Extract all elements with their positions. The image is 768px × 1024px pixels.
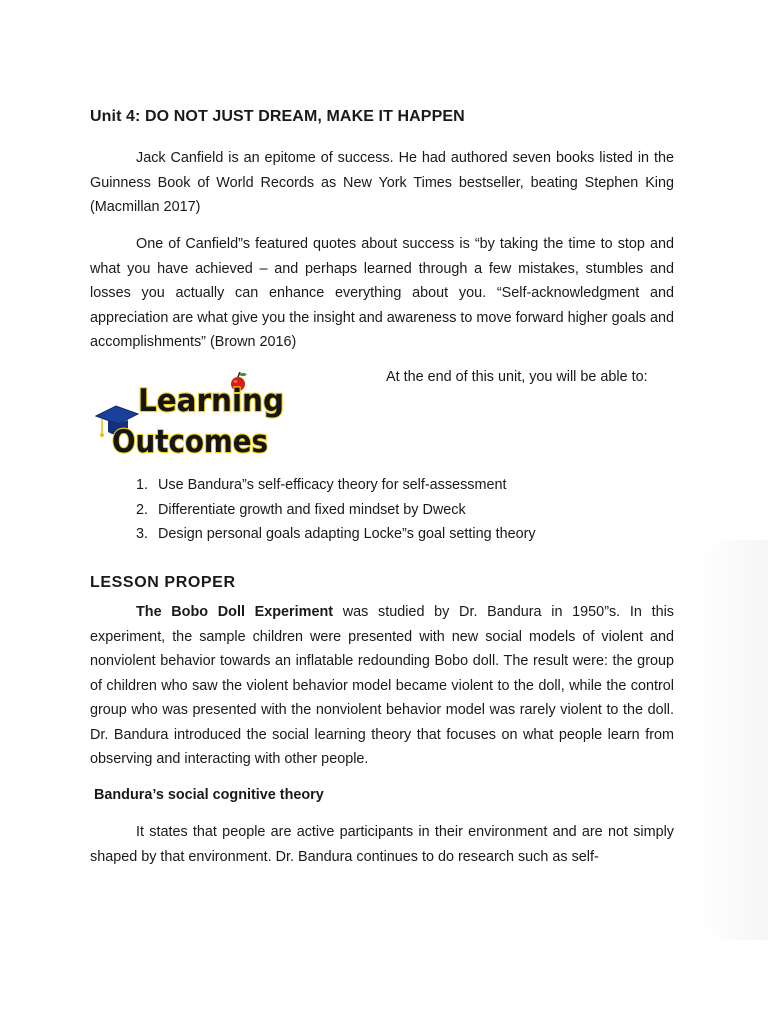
list-item-text: Use Bandura”s self-efficacy theory for self-assessment [158, 477, 507, 493]
social-cognitive-theory-paragraph: It states that people are active participants in their environment and are not simply shaped by that environment. Dr. Bandura continues to do research such as self- [90, 824, 674, 865]
social-cognitive-theory-heading: Bandura’s social cognitive theory [94, 787, 324, 803]
page-edge-shadow [696, 540, 768, 940]
logo-word-learning: Learning [138, 383, 284, 419]
bobo-doll-body: was studied by Dr. Bandura in 1950”s. In this experiment, the sample children were presented with new social models of violent and nonviolent behavior towards an inflatable redounding Bobo doll. The result were: the group of children who saw the violent behavior model became violent to the doll, while the control group who was presented with the nonviolent behavior model was rarely violent to the doll. Dr. Bandura introduced the social learning theory that focuses on what people learn from observing and interacting with other people. [90, 604, 674, 767]
list-item [136, 473, 536, 498]
intro-paragraph-1: Jack Canfield is an epitome of success. He had authored seven books listed in the Guinness Book of World Records as New York Times bestseller, beating Stephen King (Macmillan 2017) [90, 150, 674, 215]
intro-paragraph-2: One of Canfield”s featured quotes about success is “by taking the time to stop and what you have achieved – and perhaps learned through a few mistakes, stumbles and losses you actually can enhance everything about you. “Self-acknowledgment and appreciation are what give you the insight and awareness to move forward higher goals and accomplishments” (Brown 2016) [90, 236, 674, 350]
lesson-proper-heading: LESSON PROPER [90, 574, 236, 591]
learning-outcomes-intro: At the end of this unit, you will be able to: [386, 369, 648, 385]
list-item-number: 3. [136, 526, 149, 542]
list-item-number: 1. [136, 477, 149, 493]
logo-word-outcomes: Outcomes [112, 424, 268, 458]
list-item [136, 522, 536, 547]
list-item-number: 2. [136, 501, 149, 518]
unit-title: Unit 4: DO NOT JUST DREAM, MAKE IT HAPPEN [90, 108, 465, 125]
list-item [136, 498, 536, 523]
learning-outcomes-list [90, 473, 536, 547]
learning-outcomes-logo [94, 372, 294, 458]
bobo-doll-paragraph [90, 600, 674, 772]
bobo-doll-experiment-title: The Bobo Doll Experiment [136, 604, 334, 620]
list-item-text: Design personal goals adapting Locke”s goal setting theory [158, 526, 536, 542]
list-item-text: Differentiate growth and fixed mindset by Dweck [158, 501, 466, 518]
